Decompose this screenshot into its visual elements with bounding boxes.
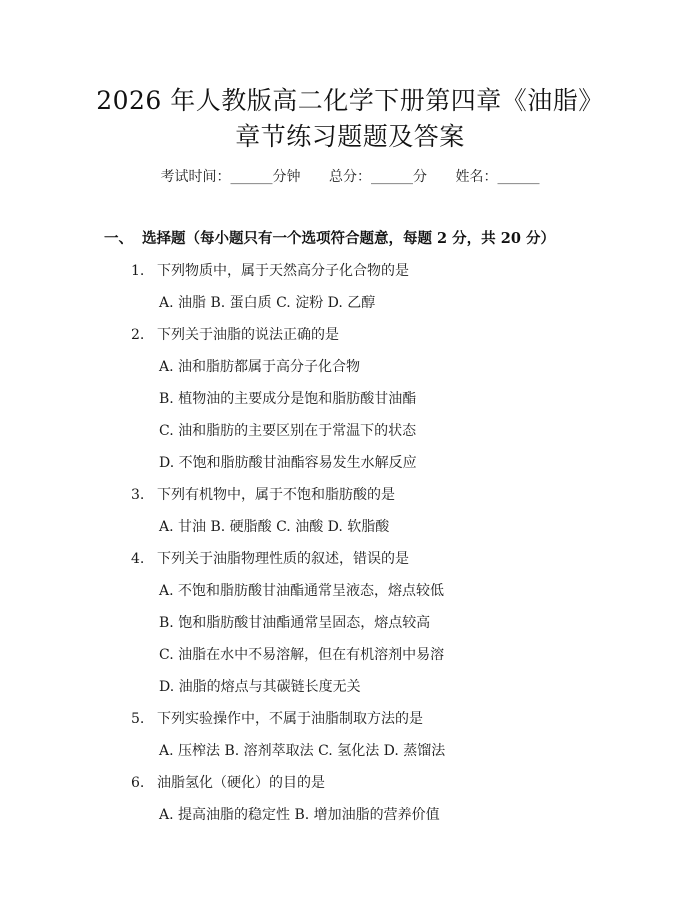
document-title-line-1: 2026 年人教版高二化学下册第四章《油脂》 bbox=[96, 86, 604, 115]
question-2-option-c: C. 油和脂肪的主要区别在于常温下的状态 bbox=[159, 423, 417, 439]
question-number: 4. bbox=[131, 551, 145, 567]
question-4-option-d: D. 油脂的熔点与其碳链长度无关 bbox=[159, 679, 361, 695]
section-number: 一、 bbox=[104, 230, 133, 247]
question-5 bbox=[131, 709, 423, 729]
question-4-option-b: B. 饱和脂肪酸甘油酯通常呈固态，熔点较高 bbox=[159, 615, 431, 631]
question-4-option-a: A. 不饱和脂肪酸甘油酯通常呈液态，熔点较低 bbox=[159, 583, 445, 599]
question-text: 下列关于油脂物理性质的叙述，错误的是 bbox=[157, 551, 409, 567]
question-1 bbox=[131, 261, 409, 281]
document-title-line-2: 章节练习题题及答案 bbox=[235, 122, 465, 151]
section-title: 选择题（每小题只有一个选项符合题意，每题 2 分，共 20 分） bbox=[142, 230, 555, 247]
question-1-options: A. 油脂 B. 蛋白质 C. 淀粉 D. 乙醇 bbox=[159, 295, 376, 311]
total-score-field: 总分：______分 bbox=[329, 169, 427, 185]
question-2-option-b: B. 植物油的主要成分是饱和脂肪酸甘油酯 bbox=[159, 391, 417, 407]
question-3 bbox=[131, 485, 395, 505]
question-number: 2. bbox=[131, 327, 145, 343]
question-6-options: A. 提高油脂的稳定性 B. 增加油脂的营养价值 bbox=[159, 807, 440, 823]
question-4 bbox=[131, 549, 409, 569]
question-2-option-d: D. 不饱和脂肪酸甘油酯容易发生水解反应 bbox=[159, 455, 417, 471]
question-number: 1. bbox=[131, 263, 145, 279]
section-heading bbox=[104, 229, 555, 249]
question-text: 下列有机物中，属于不饱和脂肪酸的是 bbox=[157, 487, 395, 503]
exam-time-field: 考试时间：______分钟 bbox=[160, 169, 301, 185]
question-6 bbox=[131, 773, 325, 793]
question-number: 5. bbox=[131, 711, 145, 727]
exam-info bbox=[0, 167, 700, 187]
question-2 bbox=[131, 325, 339, 345]
question-text: 下列物质中，属于天然高分子化合物的是 bbox=[157, 263, 409, 279]
question-text: 下列实验操作中，不属于油脂制取方法的是 bbox=[157, 711, 423, 727]
question-2-option-a: A. 油和脂肪都属于高分子化合物 bbox=[159, 359, 361, 375]
question-number: 3. bbox=[131, 487, 145, 503]
question-text: 油脂氢化（硬化）的目的是 bbox=[157, 775, 325, 791]
question-5-options: A. 压榨法 B. 溶剂萃取法 C. 氢化法 D. 蒸馏法 bbox=[159, 743, 446, 759]
student-name-field: 姓名：______ bbox=[455, 169, 540, 185]
question-number: 6. bbox=[131, 775, 145, 791]
question-text: 下列关于油脂的说法正确的是 bbox=[157, 327, 339, 343]
question-3-options: A. 甘油 B. 硬脂酸 C. 油酸 D. 软脂酸 bbox=[159, 519, 390, 535]
question-4-option-c: C. 油脂在水中不易溶解，但在有机溶剂中易溶 bbox=[159, 647, 445, 663]
